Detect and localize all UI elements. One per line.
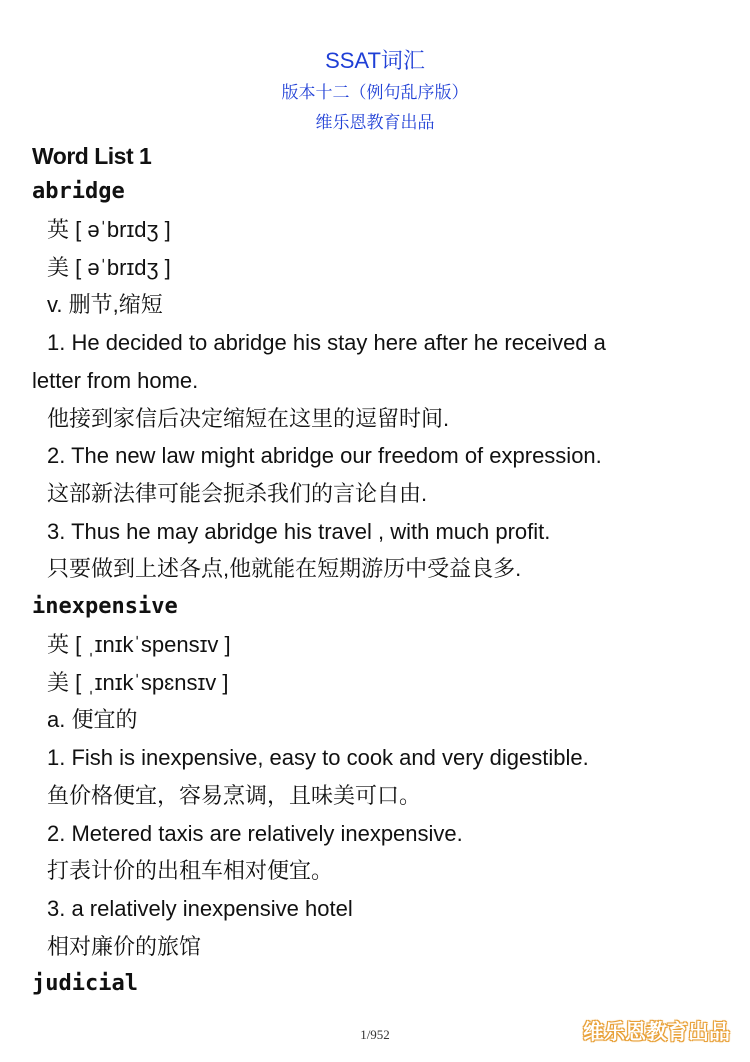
example-zh: 鱼价格便宜，容易烹调，且味美可口。 — [47, 782, 422, 808]
entry-abridge — [32, 173, 722, 588]
us-pronunciation: 美 [ ˌɪnɪkˈspɛnsɪv ] — [47, 669, 229, 695]
headword: abridge — [32, 179, 125, 204]
example-zh: 相对廉价的旅馆 — [47, 933, 202, 959]
uk-pronunciation: 英 [ əˈbrɪdʒ ] — [47, 217, 171, 242]
word-list-title: Word List 1 — [32, 143, 152, 169]
example-en: 3. Thus he may abridge his travel , with much profit. — [47, 518, 551, 544]
example-zh: 只要做到上述各点,他就能在短期游历中受益良多. — [47, 556, 522, 582]
example-en: 1. Fish is inexpensive, easy to cook and very digestible. — [47, 745, 589, 771]
example-en: 2. Metered taxis are relatively inexpensive. — [47, 820, 463, 846]
us-pronunciation: 美 [ əˈbrɪdʒ ] — [47, 254, 171, 280]
part-of-speech-definition: a. 便宜的 — [47, 707, 138, 733]
watermark-logo: 维乐恩教育出品 — [583, 1020, 730, 1044]
headword: judicial — [32, 971, 138, 997]
example-en-continued: letter from home. — [32, 367, 199, 393]
example-en: 2. The new law might abridge our freedom of expression. — [47, 443, 602, 469]
page-title: SSAT词汇 — [325, 48, 425, 73]
vocabulary-content — [32, 139, 722, 1003]
part-of-speech-definition: v. 删节,缩短 — [47, 292, 163, 318]
example-en: 1. He decided to abridge his stay here after he received a — [47, 330, 606, 356]
page-subtitle: 版本十二（例句乱序版） — [281, 83, 469, 102]
example-zh: 这部新法律可能会扼杀我们的言论自由. — [47, 480, 428, 506]
uk-pronunciation: 英 [ ˌɪnɪkˈspensɪv ] — [47, 632, 231, 658]
example-zh: 打表计价的出租车相对便宜。 — [47, 858, 334, 884]
page-number: 1/952 — [360, 1027, 390, 1042]
entry-inexpensive — [32, 588, 722, 965]
headword: inexpensive — [32, 594, 178, 620]
example-zh: 他接到家信后决定缩短在这里的逗留时间. — [47, 405, 450, 431]
example-en: 3. a relatively inexpensive hotel — [47, 895, 353, 921]
entry-judicial — [32, 965, 722, 1003]
publisher-line: 维乐恩教育出品 — [315, 113, 435, 132]
